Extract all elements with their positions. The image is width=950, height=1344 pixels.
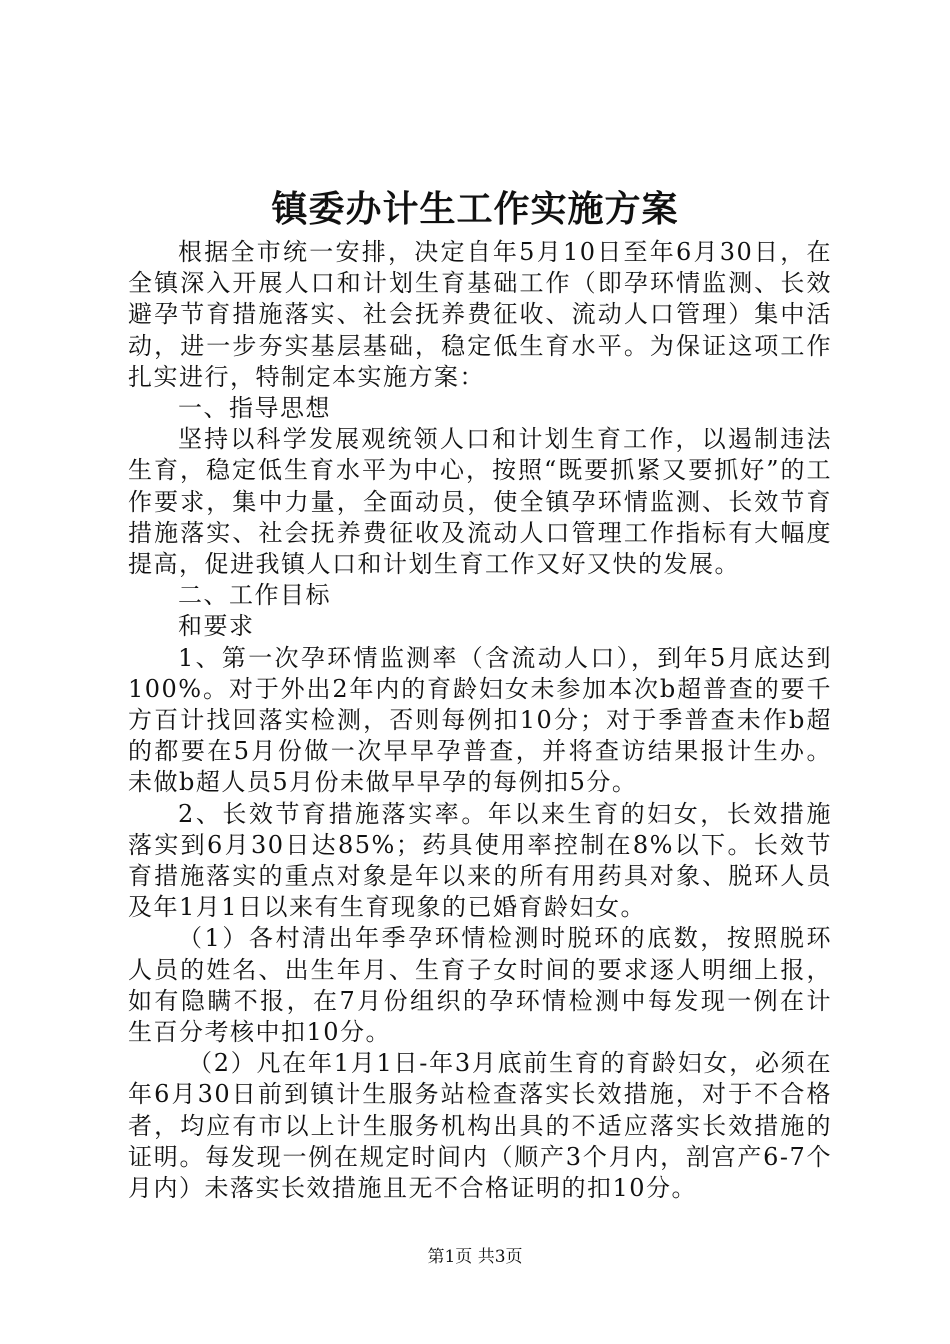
paragraph-item-1: 1、第一次孕环情监测率（含流动人口），到年5月底达到100%。对于外出2年内的育龄妇女未参加本次b超普查的要千方百计找回落实检测，否则每例扣10分；对于季普查未作b超的都要在5月份做一次早早孕普查，并将查访结果报计生办。未做b超人员5月份未做早早孕的每例扣5分。 — [128, 643, 832, 797]
document-title: 镇委办计生工作实施方案 — [271, 188, 679, 230]
paragraph-subitem-2: （2）凡在年1月1日-年3月底前生育的育龄妇女，必须在年6月30日前到镇计生服务站检查落实长效措施，对于不合格者，均应有市以上计生服务机构出具的不适应落实长效措施的证明。每发现一例在规定时间内（顺产3个月内，剖宫产6-7个月内）未落实长效措施且无不合格证明的扣10分。 — [128, 1049, 832, 1203]
paragraph-intro: 根据全市统一安排，决定自年5月10日至年6月30日，在全镇深入开展人口和计划生育基础工作（即孕环情监测、长效避孕节育措施落实、社会抚养费征收、流动人口管理）集中活动，进一步夯实基层基础，稳定低生育水平。为保证这项工作扎实进行，特制定本实施方案： — [128, 238, 832, 391]
paragraph-guiding-ideology: 坚持以科学发展观统领人口和计划生育工作，以遏制违法生育，稳定低生育水平为中心，按照“既要抓紧又要抓好”的工作要求，集中力量，全面动员，使全镇孕环情监测、长效节育措施落实、社会抚养费征收及流动人口管理工作指标有大幅度提高，促进我镇人口和计划生育工作又好又快的发展。 — [128, 425, 832, 579]
heading-work-goals-continued: 和要求 — [178, 612, 255, 641]
paragraph-item-2: 2、长效节育措施落实率。年以来生育的妇女，长效措施落实到6月30日达85%；药具使用率控制在8%以下。长效节育措施落实的重点对象是年以来的所有用药具对象、脱环人员及年1月1日以来有生育现象的已婚育龄妇女。 — [128, 799, 832, 922]
document-body — [128, 237, 832, 1204]
heading-work-goals: 二、工作目标 — [178, 581, 331, 610]
page-number-footer: 第1页 共3页 — [427, 1247, 523, 1267]
heading-guiding-ideology: 一、指导思想 — [178, 394, 331, 423]
paragraph-subitem-1: （1）各村清出年季孕环情检测时脱环的底数，按照脱环人员的姓名、出生年月、生育子女时间的要求逐人明细上报，如有隐瞒不报，在7月份组织的孕环情检测中每发现一例在计生百分考核中扣10分。 — [128, 924, 832, 1047]
